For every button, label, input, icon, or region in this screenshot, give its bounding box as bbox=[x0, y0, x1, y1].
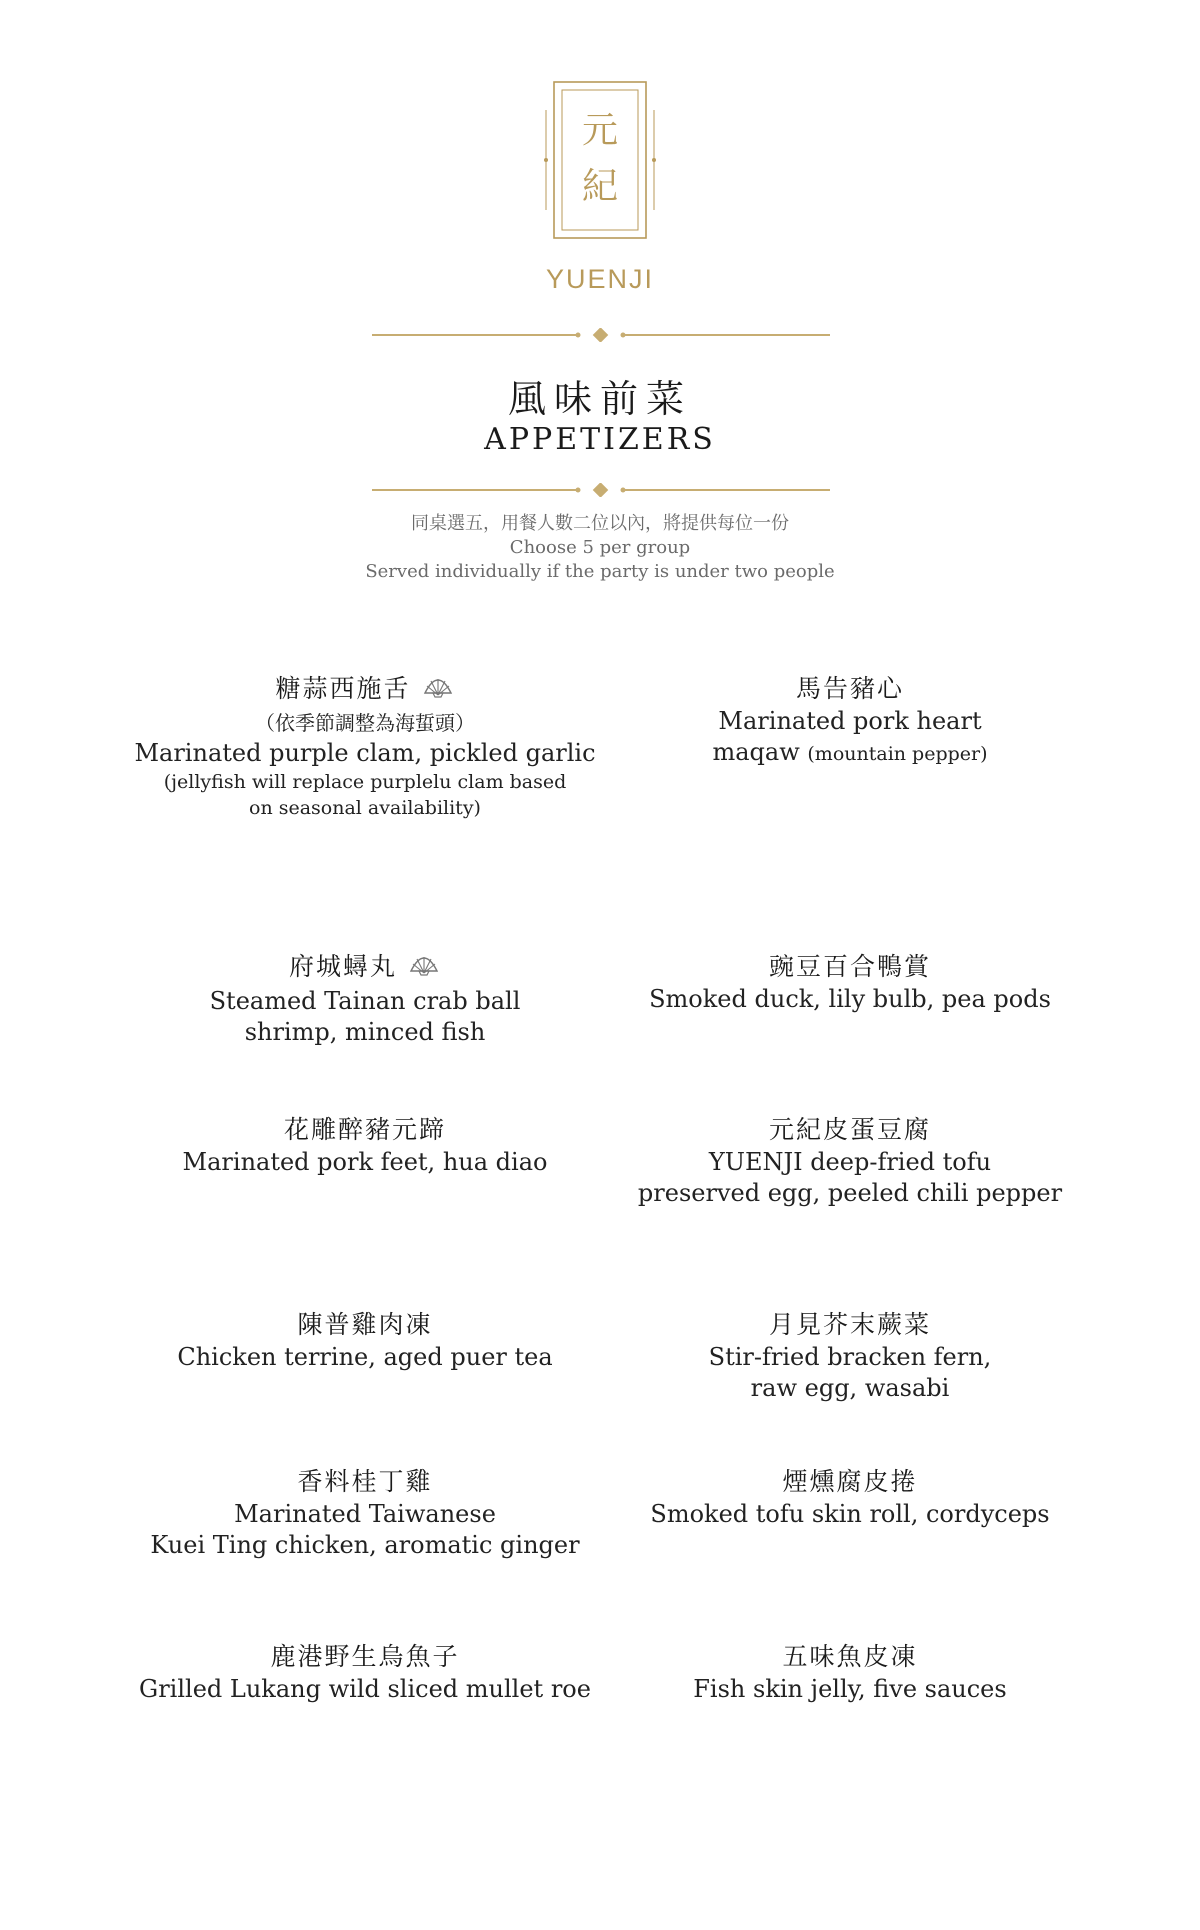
dish-name-chinese: 馬告豬心 bbox=[795, 674, 904, 703]
dish-name-chinese: 元紀皮蛋豆腐 bbox=[768, 1115, 931, 1144]
dish-description-english: shrimp, minced fish bbox=[244, 1018, 486, 1046]
shell-icon bbox=[421, 673, 455, 708]
ornament-divider-bottom bbox=[372, 483, 830, 497]
dish-name-english: Marinated pork feet, hua diao bbox=[182, 1148, 548, 1176]
dish-description-english: raw egg, wasabi bbox=[750, 1374, 950, 1402]
dish-name-chinese: 花雕醉豬元蹄 bbox=[283, 1115, 446, 1144]
dish-name-english: Grilled Lukang wild sliced mullet roe bbox=[139, 1675, 591, 1703]
dish-name-chinese: 豌豆百合鴨賞 bbox=[768, 952, 931, 981]
logo-char-yuan: 元 bbox=[581, 110, 619, 151]
dish-item bbox=[620, 950, 1080, 1015]
brand-name: YUENJI bbox=[545, 264, 655, 294]
dish-description-paren: (mountain pepper) bbox=[807, 743, 988, 765]
dish-name-english: Marinated purple clam, pickled garlic bbox=[134, 739, 596, 767]
dish-item bbox=[130, 950, 600, 1048]
dish-item bbox=[620, 672, 1080, 768]
dish-name-chinese: 月見芥末蕨菜 bbox=[768, 1310, 931, 1339]
yuenji-logo bbox=[542, 80, 658, 240]
dish-item bbox=[130, 1465, 600, 1561]
dish-name-chinese: 香料桂丁雞 bbox=[297, 1467, 433, 1496]
dish-name-chinese: 糖蒜西施舌 bbox=[275, 674, 411, 703]
dish-name-english: Smoked tofu skin roll, cordyceps bbox=[650, 1500, 1050, 1528]
section-title-english: APPETIZERS bbox=[484, 422, 716, 457]
dish-name-chinese: 陳普雞肉凍 bbox=[297, 1310, 433, 1339]
dish-name-english: Fish skin jelly, five sauces bbox=[693, 1675, 1007, 1703]
dish-name-english: Stir-fried bracken fern, bbox=[708, 1343, 992, 1371]
dish-name-chinese-note: （依季節調整為海蜇頭） bbox=[255, 711, 475, 735]
dish-item bbox=[130, 1640, 600, 1705]
dish-name-english: Smoked duck, lily bulb, pea pods bbox=[649, 985, 1051, 1013]
dish-name-chinese: 鹿港野生烏魚子 bbox=[270, 1642, 460, 1671]
ornament-divider-top bbox=[372, 328, 830, 342]
dish-note-english-1: (jellyfish will replace purplelu clam based bbox=[163, 771, 567, 793]
dish-name-chinese: 煙燻腐皮捲 bbox=[782, 1467, 918, 1496]
dish-item bbox=[130, 1308, 600, 1373]
dish-description-main: maqaw bbox=[712, 738, 800, 766]
dish-name-chinese: 府城蟳丸 bbox=[288, 952, 397, 981]
dish-description-english: Kuei Ting chicken, aromatic ginger bbox=[150, 1531, 580, 1559]
shell-icon bbox=[407, 951, 441, 986]
dish-description-english: preserved egg, peeled chili pepper bbox=[637, 1179, 1063, 1207]
dish-item bbox=[620, 1465, 1080, 1530]
dish-item bbox=[620, 1113, 1080, 1209]
dish-name-english: Chicken terrine, aged puer tea bbox=[177, 1343, 553, 1371]
selection-note bbox=[0, 512, 1200, 584]
dish-description-english bbox=[620, 737, 1080, 768]
dish-item bbox=[130, 672, 600, 821]
dish-item bbox=[620, 1640, 1080, 1705]
dish-note-english-2: on seasonal availability) bbox=[249, 797, 481, 819]
note-english-1: Choose 5 per group bbox=[509, 537, 691, 558]
dish-name-chinese: 五味魚皮凍 bbox=[782, 1642, 918, 1671]
dish-name-english: Steamed Tainan crab ball bbox=[209, 987, 521, 1015]
note-chinese: 同桌選五，用餐人數二位以內，將提供每位一份 bbox=[411, 513, 789, 534]
dish-name-english: Marinated pork heart bbox=[718, 707, 982, 735]
section-title-chinese: 風味前菜 bbox=[507, 377, 692, 421]
dish-name-english: Marinated Taiwanese bbox=[234, 1500, 496, 1528]
logo-char-ji: 紀 bbox=[581, 166, 619, 207]
dish-name-english: YUENJI deep-fried tofu bbox=[708, 1148, 992, 1176]
dish-item bbox=[620, 1308, 1080, 1404]
note-english-2: Served individually if the party is under two people bbox=[365, 561, 835, 582]
dish-item bbox=[130, 1113, 600, 1178]
